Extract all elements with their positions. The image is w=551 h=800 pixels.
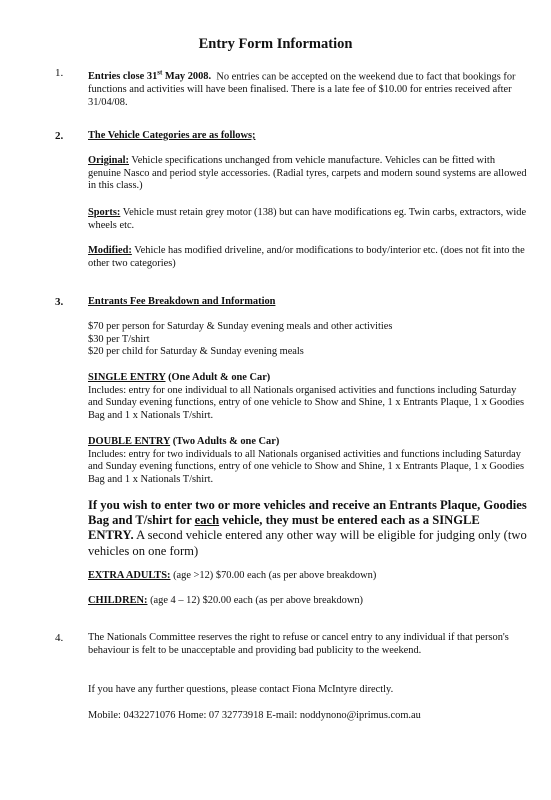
- children-text: (age 4 – 12) $20.00 each (as per above breakdown): [147, 595, 363, 606]
- section-1-number: 1.: [55, 67, 64, 79]
- extra-adults-label: EXTRA ADULTS:: [88, 570, 171, 581]
- contact-questions: If you have any further questions, please contact Fiona McIntyre directly.: [88, 684, 394, 695]
- double-entry-label: DOUBLE ENTRY: [88, 436, 171, 447]
- double-entry-text: Includes: entry for two individuals to all Nationals organised activities and functions including Saturday and Sunday evening functions, entry of one vehicle to Show and Shine, 1 x Entrants Plaque, 1 x Goodies Bag and 1 x Nationals T/shirt.: [88, 448, 525, 485]
- entries-close-date: May 2008.: [162, 71, 212, 83]
- single-entry-subtitle: (One Adult & one Car): [165, 372, 271, 383]
- sports-label: Sports:: [88, 207, 121, 218]
- double-entry-subtitle: (Two Adults & one Car): [170, 436, 280, 447]
- section-3-number: 3.: [55, 296, 64, 308]
- section-3-heading: Entrants Fee Breakdown and Information: [88, 296, 276, 307]
- category-modified: [88, 245, 528, 270]
- single-entry-label: SINGLE ENTRY: [88, 372, 166, 383]
- multiple-vehicles-notice: [88, 498, 528, 559]
- contact-details: Mobile: 0432271076 Home: 07 32773918 E-mail: noddynono@iprimus.com.au: [88, 710, 421, 721]
- children-label: CHILDREN:: [88, 595, 148, 606]
- category-sports: [88, 207, 528, 232]
- notice-bold-end: vehicle, they must be entered each as a SINGLE ENTRY.: [88, 513, 480, 543]
- section-4-number: 4.: [55, 632, 64, 644]
- section-1-text: [88, 67, 528, 109]
- single-entry-text: Includes: entry for one individual to all Nationals organised activities and functions including Saturday and Sunday evening functions, entry of one vehicle to Show and Shine, 1 x Entrants Plaque, 1 x Goodies Bag and 1 x Nationals T/shirt.: [88, 384, 525, 421]
- page-title: Entry Form Information: [198, 36, 353, 52]
- extra-adults-text: (age >12) $70.00 each (as per above breakdown): [170, 570, 377, 581]
- notice-plain: A second vehicle entered any other way will be eligible for judging only (two vehicles on one form): [88, 528, 527, 558]
- modified-text: Vehicle has modified driveline, and/or modifications to body/interior etc. (does not fit into the other two categories): [88, 245, 525, 269]
- section-4-text: The Nationals Committee reserves the right to refuse or cancel entry to any individual if that person's behaviour is felt to be unacceptable and providing bad publicity to the weekend.: [88, 632, 509, 656]
- sports-text: Vehicle must retain grey motor (138) but can have modifications eg. Twin carbs, extractors, wide wheels etc.: [88, 207, 527, 231]
- entries-close-text: Entries close 31: [88, 71, 158, 83]
- modified-label: Modified:: [88, 245, 132, 256]
- entries-close-details: No entries can be accepted on the weekend due to fact that bookings for functions and activities will have been finalised. There is a late fee of $10.00 for entries received after 31/04/08.: [88, 71, 516, 108]
- category-original: [88, 155, 528, 193]
- fee-line-meals: $70 per person for Saturday & Sunday evening meals and other activities: [88, 321, 393, 332]
- original-label: Original:: [88, 155, 129, 166]
- date-suffix: st: [157, 69, 163, 77]
- fee-list: [88, 321, 528, 359]
- section-2-number: 2.: [55, 130, 64, 142]
- extra-adults-line: [88, 570, 528, 583]
- single-entry-block: [88, 372, 528, 422]
- original-text: Vehicle specifications unchanged from vehicle manufacture. Vehicles can be fitted with genuine Nasco and period style accessories. (Radial tyres, carpets and modern sound systems are allowed in this class.): [88, 155, 527, 192]
- fee-line-tshirt: $30 per T/shirt: [88, 333, 150, 345]
- notice-bold-start: If you wish to enter two or more vehicles and receive an Entrants Plaque, Goodies Bag and T/shirt for: [88, 498, 527, 528]
- entries-close-label: [88, 71, 211, 82]
- notice-each: each: [194, 513, 220, 528]
- section-2-heading: The Vehicle Categories are as follows;: [88, 130, 256, 141]
- fee-line-child: $20 per child for Saturday & Sunday evening meals: [88, 346, 304, 358]
- children-line: [88, 595, 528, 608]
- double-entry-block: [88, 436, 528, 486]
